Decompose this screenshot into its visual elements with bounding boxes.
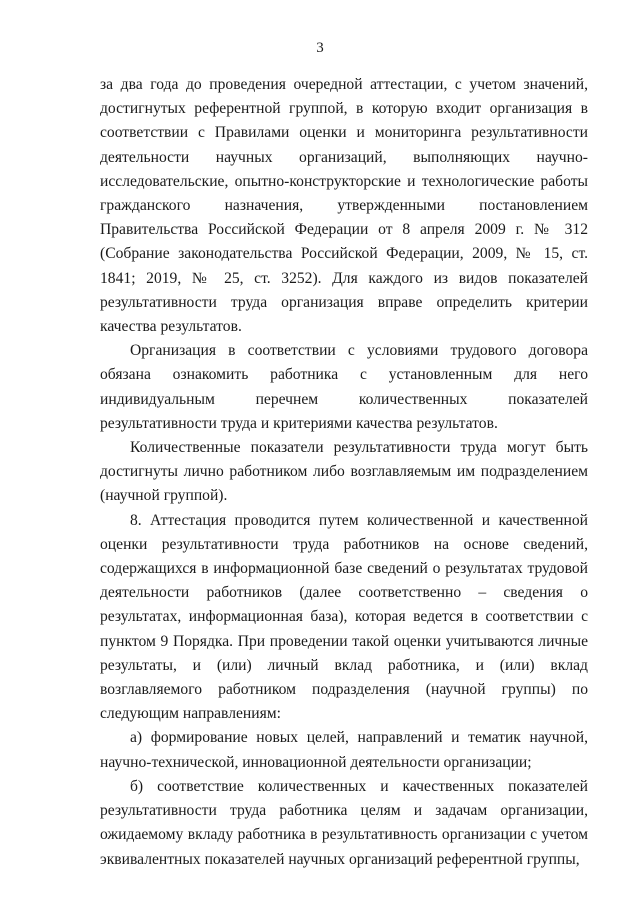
paragraph-indicators: Количественные показатели результативности труда могут быть достигнуты лично работником либо возглавляемым им подразделением (научной группой). (100, 439, 588, 505)
paragraph-subitem-a: а) формирование новых целей, направлений и тематик научной, научно-технической, инновационной деятельности организации; (100, 729, 588, 771)
paragraph-subitem-b: б) соответствие количественных и качественных показателей результативности труда работника целям и задачам организации, ожидаемому вкладу работника в результативность организации с учетом эквивалентных показателей научных организаций референтной группы, (100, 777, 588, 868)
paragraph-continuation: за два года до проведения очередной аттестации, с учетом значений, достигнутых референтной группой, в которую входит организация в соответствии с Правилами оценки и мониторинга результативности деятельности научных организаций, выполняющих научно-исследовательские, опытно-конструкторские и технологические работы гражданского назначения, утвержденными постановлением Правительства Российской Федерации от 8 апреля 2009 г. № 312 (Собрание законодательства Российской Федерации, 2009, № 15, ст. 1841; 2019, № 25, ст. 3252). Для каждого из видов показателей результативности труда организация вправе определить критерии качества результатов. (100, 76, 588, 336)
paragraph-item-8: 8. Аттестация проводится путем количественной и качественной оценки результативности труда работников на основе сведений, содержащихся в информационной базе сведений о результатах трудовой деятельности работников (далее соответственно – сведения о результатах, информационная база), которая ведется в соответствии с пунктом 9 Порядка. При проведении такой оценки учитываются личные результаты, и (или) личный вклад работника, и (или) вклад возглавляемого работником подразделения (научной группы) по следующим направлениям: (100, 511, 588, 723)
document-body (100, 73, 588, 872)
page-number: 3 (316, 40, 324, 56)
paragraph-familiarization: Организация в соответствии с условиями трудового договора обязана ознакомить работника с установленным для него индивидуальным перечнем количественных показателей результативности труда и критериями качества результатов. (100, 342, 588, 432)
